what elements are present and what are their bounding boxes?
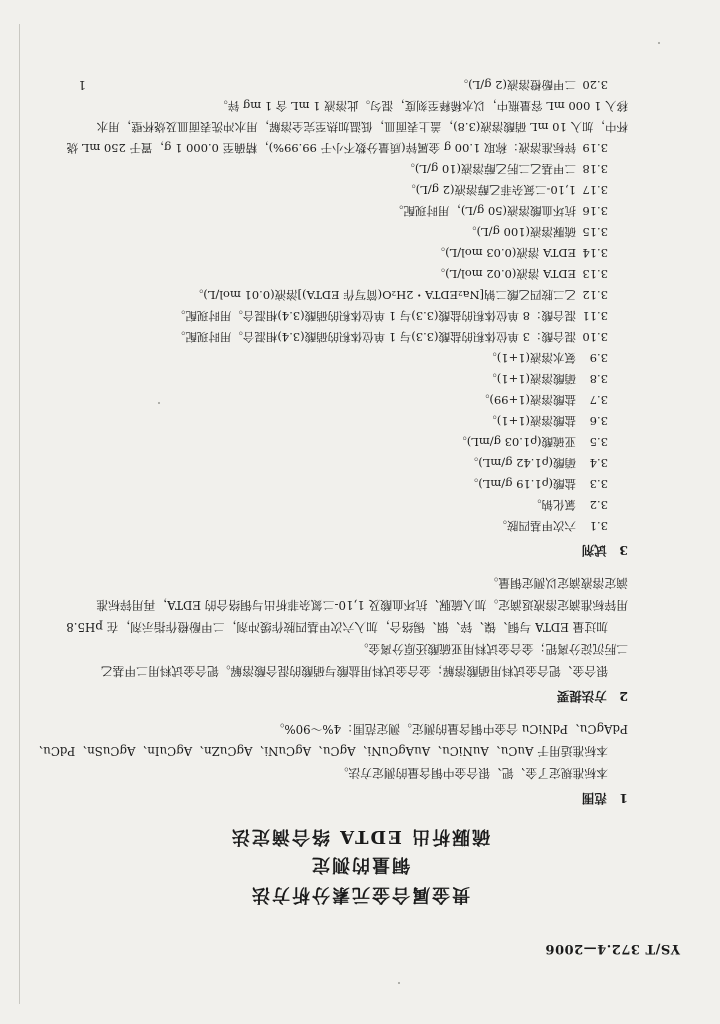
- doc-title-line1: 贵金属合金元素分析方法: [250, 884, 470, 905]
- reagent-item: 3.10混合酸：3 单位体积的盐酸(3.3)与 1 单位体积的硝酸(3.4)相混合。用时现配。: [173, 330, 608, 344]
- section-2-heading: 2 方法提要: [556, 689, 628, 704]
- reagent-item: 3.12乙二胺四乙酸二钠[Na₂EDTA・2H₂O(简写作 EDTA)]溶液(0.01 mol/L)。: [191, 288, 608, 302]
- reagent-item: 3.19锌标准溶液：称取 1.00 g 金属锌(质量分数不小于 99.99%)，精确至 0.000 1 g，置于 250 mL 烧: [66, 141, 608, 155]
- reagent-item: 3.16抗坏血酸溶液(50 g/L)，用时现配。: [391, 204, 608, 218]
- reagent-item: 3.9氨水溶液(1+1)。: [485, 351, 608, 365]
- reagent-item: 3.4硝酸(ρ1.42 g/mL)。: [466, 456, 608, 470]
- reagent-item: 3.171,10-二氮杂菲乙醇溶液(2 g/L)。: [404, 183, 608, 197]
- reagent-item: 3.18二甲基乙二肟乙醇溶液(10 g/L)。: [403, 162, 608, 176]
- scan-speck: [158, 402, 160, 404]
- section-2-para-1b: 二肟沉淀分离钯；金合金试料用亚硫酸还原分离金。: [356, 642, 628, 656]
- reagent-item: 3.3盐酸(ρ1.19 g/mL)。: [466, 477, 608, 491]
- reagent-item: 3.11混合酸：8 单位体积的盐酸(3.3)与 1 单位体积的硝酸(3.4)相混合。用时现配。: [173, 309, 608, 323]
- standard-number: YS/T 372.4—2006: [544, 941, 680, 956]
- section-3-heading: 3 试剂: [581, 543, 628, 558]
- reagent-item: 3.8硝酸溶液(1+1)。: [485, 372, 608, 386]
- scan-speck: [398, 982, 400, 984]
- section-1-para-2a: 本标准适用于 AuCu、AuNiCu、AuAgCuNi、AgCu、AgCuNi、AgCuZn、AgCuIn、AgCuSn、PdCu、: [31, 744, 608, 758]
- section-2-para-2b: 用锌标准滴定溶液返滴定。加入硫脲、抗坏血酸及 1,10-二氮杂菲析出与铜络合的 EDTA，再用锌标准: [96, 598, 628, 612]
- section-2-para-2c: 滴定溶液滴定以测定铜量。: [486, 576, 628, 590]
- scan-speck: [658, 42, 660, 44]
- doc-title-line2: 铜量的测定: [310, 854, 410, 875]
- reagent-item: 3.15硫脲溶液(100 g/L)。: [465, 225, 608, 239]
- reagent-item-continued: 移入 1 000 mL 容量瓶中，以水稀释至刻度，混匀。此溶液 1 mL 含 1 mg 锌。: [216, 99, 628, 113]
- reagent-item: 3.14EDTA 溶液(0.03 mol/L)。: [433, 246, 608, 260]
- page-mark: 1: [78, 78, 86, 92]
- reagent-item: 3.20二甲酚橙溶液(2 g/L)。: [456, 78, 608, 92]
- reagent-item: 3.2氯化钠。: [530, 498, 608, 512]
- section-1-para-2b: PdAgCu、PdNiCu 合金中铜含量的测定。测定范围：4%～90%。: [272, 722, 628, 736]
- doc-title-line3: 硫脲析出 EDTA 络合滴定法: [229, 826, 491, 847]
- reagent-item: 3.1六次甲基四胺。: [495, 519, 608, 533]
- reagent-item: 3.5亚硫酸(ρ1.03 g/mL)。: [455, 435, 608, 449]
- reagent-item: 3.13EDTA 溶液(0.02 mol/L)。: [433, 267, 608, 281]
- section-2-para-1a: 银合金、钯合金试料用硝酸溶解；金合金试料用盐酸与硝酸的混合酸溶解。钯合金试料用二甲基乙: [100, 664, 608, 678]
- reagent-item-continued: 杯中，加入 10 mL 硝酸溶液(3.8)，盖上表面皿，低温加热至完全溶解，用水冲洗表面皿及烧杯壁，用水: [96, 120, 628, 134]
- section-1-para-1: 本标准规定了金、钯、银合金中铜含量的测定方法。: [336, 766, 608, 780]
- reagent-item: 3.7盐酸溶液(1+99)。: [477, 393, 608, 407]
- section-2-para-2a: 加过量 EDTA 与铜、镍、锌、铟、锡络合，加入六次甲基四胺作缓冲剂，二甲酚橙作指示剂，在 pH5.8: [66, 620, 608, 634]
- reagent-item: 3.6盐酸溶液(1+1)。: [485, 414, 608, 428]
- section-1-heading: 1 范围: [581, 791, 628, 806]
